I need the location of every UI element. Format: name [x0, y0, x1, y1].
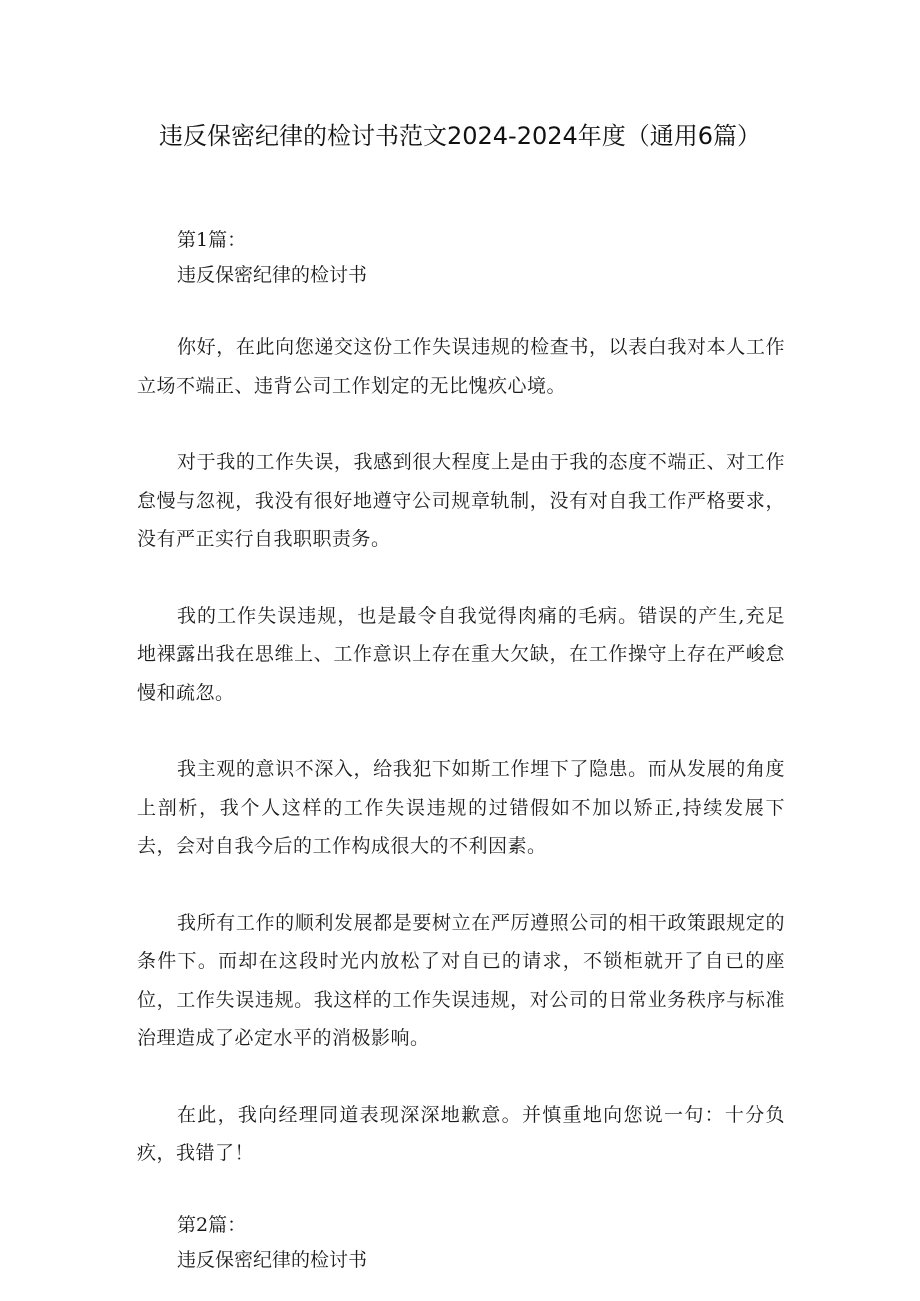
section-1 — [137, 226, 785, 1173]
section-subtitle: 违反保密纪律的检讨书 — [177, 1248, 368, 1271]
section-subtitle: 违反保密纪律的检讨书 — [177, 264, 368, 286]
section-heading: 第2篇： — [177, 1213, 247, 1236]
paragraph: 我所有工作的顺利发展都是要树立在严厉遵照公司的相干政策跟规定的条件下。而却在这段时光内放松了对自已的请求，不锁柜就开了自已的座位，工作失误违规。我这样的工作失误违规，对公司的日常业务秩序与标准治理造成了必定水平的消极影响。 — [137, 911, 785, 1049]
document-body — [137, 226, 785, 1275]
section-2 — [137, 1211, 785, 1275]
paragraph: 你好，在此向您递交这份工作失误违规的检查书，以表白我对本人工作立场不端正、违背公司工作划定的无比愧疚心境。 — [137, 336, 785, 397]
paragraph: 我主观的意识不深入，给我犯下如斯工作埋下了隐患。而从发展的角度上剖析，我个人这样的工作失误违规的过错假如不加以矫正,持续发展下去，会对自我今后的工作构成很大的不利因素。 — [137, 758, 785, 857]
paragraph: 对于我的工作失误，我感到很大程度上是由于我的态度不端正、对工作怠慢与忽视，我没有很好地遵守公司规章轨制，没有对自我工作严格要求，没有严正实行自我职职责务。 — [137, 451, 785, 550]
paragraph: 在此，我向经理同道表现深深地歉意。并慎重地向您说一句：十分负疚，我错了！ — [137, 1103, 785, 1164]
paragraph: 我的工作失误违规，也是最令自我觉得肉痛的毛病。错误的产生,充足地裸露出我在思维上、工作意识上存在重大欠缺，在工作操守上存在严峻怠慢和疏忽。 — [137, 604, 785, 704]
section-heading: 第1篇： — [177, 229, 247, 251]
document-title: 违反保密纪律的检讨书范文2024-2024年度（通用6篇） — [158, 122, 762, 150]
